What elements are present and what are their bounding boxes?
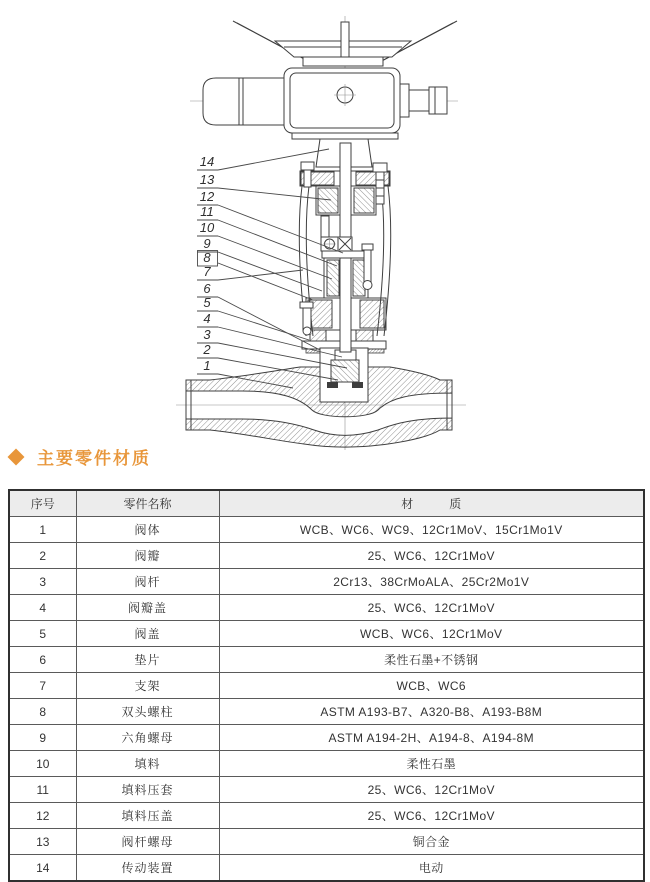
material-cell: 25、WC6、12Cr1MoV [219,595,644,621]
part-name-cell: 阀瓣盖 [76,595,219,621]
part-name-cell: 双头螺柱 [76,699,219,725]
material-cell: 25、WC6、12Cr1MoV [219,543,644,569]
part-no-cell: 11 [9,777,76,803]
part-label-9 [197,236,322,291]
part-no-cell: 12 [9,803,76,829]
material-cell: WCB、WC6 [219,673,644,699]
table-row [9,647,644,673]
part-no-cell: 3 [9,569,76,595]
col-header-no: 序号 [9,490,76,517]
table-row [9,569,644,595]
col-header-material: 材 质 [219,490,644,517]
part-name-cell: 填料压盖 [76,803,219,829]
handwheel [233,21,457,66]
material-cell: 铜合金 [219,829,644,855]
material-cell: ASTM A193-B7、A320-B8、A193-B8M [219,699,644,725]
col-header-name: 零件名称 [76,490,219,517]
part-name-cell: 阀杆螺母 [76,829,219,855]
material-cell: 25、WC6、12Cr1MoV [219,777,644,803]
material-cell: 2Cr13、38CrMoALA、25Cr2Mo1V [219,569,644,595]
part-no-cell: 5 [9,621,76,647]
table-row [9,829,644,855]
part-name-cell: 垫片 [76,647,219,673]
table-row [9,777,644,803]
part-label-8 [198,250,314,300]
material-cell: WCB、WC6、12Cr1MoV [219,621,644,647]
output-shaft [400,84,447,117]
table-row [9,751,644,777]
part-name-cell: 阀体 [76,517,219,543]
svg-text:7: 7 [203,264,211,279]
part-name-cell: 阀盖 [76,621,219,647]
material-cell: 25、WC6、12Cr1MoV [219,803,644,829]
svg-text:14: 14 [199,154,215,169]
svg-text:8: 8 [203,250,211,265]
stem-coupling [321,237,352,251]
material-cell: 电动 [219,855,644,882]
svg-text:3: 3 [203,327,211,342]
part-no-cell: 1 [9,517,76,543]
svg-text:9: 9 [203,236,211,251]
part-no-cell: 2 [9,543,76,569]
part-no-cell: 4 [9,595,76,621]
part-no-cell: 6 [9,647,76,673]
part-no-cell: 14 [9,855,76,882]
material-cell: ASTM A194-2H、A194-8、A194-8M [219,725,644,751]
electric-motor [203,78,284,125]
gland-plate [322,251,370,258]
table-row [9,595,644,621]
svg-text:5: 5 [203,295,211,310]
table-row [9,543,644,569]
part-no-cell: 13 [9,829,76,855]
part-name-cell: 阀瓣 [76,543,219,569]
svg-text:6: 6 [203,281,211,296]
svg-text:1: 1 [203,358,211,373]
part-name-cell: 阀杆 [76,569,219,595]
part-no-cell: 10 [9,751,76,777]
part-name-cell: 填料压套 [76,777,219,803]
part-name-cell: 填料 [76,751,219,777]
valve-body [186,367,452,447]
table-row [9,673,644,699]
actuator-body [284,68,400,133]
section-title-row [10,444,151,469]
table-row [9,855,644,882]
material-cell: WCB、WC6、WC9、12Cr1MoV、15Cr1Mo1V [219,517,644,543]
table-header-row [9,490,644,517]
part-no-cell: 9 [9,725,76,751]
table-row [9,517,644,543]
part-no-cell: 7 [9,673,76,699]
part-name-cell: 六角螺母 [76,725,219,751]
table-row [9,621,644,647]
table-row [9,803,644,829]
table-row [9,699,644,725]
part-label-5 [197,295,309,340]
table-row [9,725,644,751]
part-label-10 [197,220,332,279]
svg-text:10: 10 [199,220,215,235]
diamond-icon [8,448,25,465]
part-name-cell: 传动装置 [76,855,219,882]
materials-table [8,489,645,882]
svg-text:11: 11 [200,204,214,219]
part-no-cell: 8 [9,699,76,725]
svg-text:12: 12 [199,189,215,204]
material-cell: 柔性石墨+不锈钢 [219,647,644,673]
valve-disc-assembly [320,348,368,402]
material-cell: 柔性石墨 [219,751,644,777]
section-title: 主要零件材质 [37,449,151,468]
part-name-cell: 支架 [76,673,219,699]
svg-text:13: 13 [199,172,215,187]
svg-text:2: 2 [203,342,211,357]
svg-text:4: 4 [203,311,211,326]
